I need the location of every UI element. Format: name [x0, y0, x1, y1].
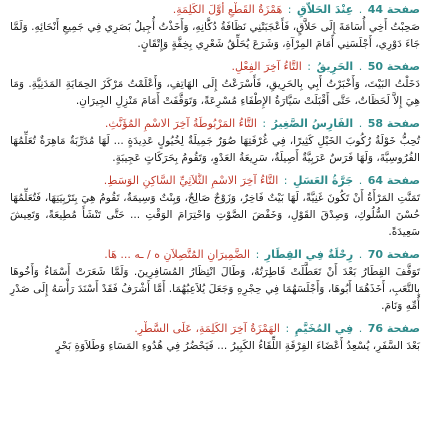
lesson-text: بَعْدَ السَّفَرِ، يُسْعِدُ أَعْضَاءَ الفِرْقَةِ اللِّقَاءُ الكَبِيرُ ... فَيَحْضُرُ فِي هُدُوءِ المَسَاءِ وَطَلاَوَةِ بَحْرٍ [55, 340, 420, 352]
grammar-topic: الهَمْزَةُ آخِرَ الكَلِمَةِ، عَلَى السَّطْرِ. [134, 322, 280, 335]
separator-dot: . [358, 60, 363, 73]
grammar-topic: التَّاءُ المَرْبُوطَةُ آخِرَ الاسْمِ المُؤَنَّثِ. [104, 117, 257, 130]
section-heading [10, 116, 420, 132]
separator-colon: : [287, 3, 292, 16]
separator-dot: . [358, 117, 363, 130]
page-reference: صفحة 44 [367, 3, 420, 16]
page-reference: صفحة 58 [367, 117, 420, 130]
lesson-title: عِنْدَ الحَلاَّقِ [297, 3, 354, 16]
page-reference: صفحة 50 [367, 60, 420, 73]
lesson-title: الحَرِيقُ [316, 60, 354, 73]
separator-dot: . [358, 174, 363, 187]
page-reference: صفحة 70 [367, 248, 420, 261]
lesson-title: جَرَّةُ العَسَلِ [292, 174, 354, 187]
section-heading [10, 173, 420, 189]
lesson-text: تُحِبُّ خَوْلَةُ رُكُوبَ الخَيْلِ كَثِيرًا، فِي غُرْفَتِهَا صُوَرٌ جَمِيلَةٌ لِخُيُولٍ عَدِيدَةٍ ... لَهَا مُدَرِّبَةٌ مَاهِرَةٌ تُعَلِّمُهَا الفُرُوسِيَّةَ، وَلَهَا فَرَسٌ عَرَبِيَّةٌ أَصِيلَةٌ، سَرِيعَةُ العَدْوِ، وَتَقُومُ بِحَرَكَاتٍ عَجِيبَةٍ. [10, 135, 420, 164]
separator-dot: . [358, 322, 363, 335]
section-barber [10, 2, 420, 53]
section-fire [10, 59, 420, 110]
separator-colon: : [262, 117, 267, 130]
separator-dot: . [358, 3, 363, 16]
section-heading [10, 321, 420, 337]
separator-dot: . [358, 248, 363, 261]
section-train-trip [10, 247, 420, 315]
lesson-title: رِحْلَةٌ فِي القِطَارِ [264, 248, 354, 261]
section-heading [10, 59, 420, 75]
grammar-topic: التَّاءُ آخِرَ الاسْمِ الثُّلاَثِيِّ السَّاكِنِ الوَسَطِ. [103, 174, 279, 187]
lesson-title: فِي المُخَيَّمِ [294, 322, 354, 335]
lesson-title: الفَارِسُ الصَّغِيرُ [271, 117, 354, 130]
section-camp [10, 321, 420, 355]
lesson-text: تَوَقَّفَ القِطَارُ بَعْدَ أَنْ تَعَطَّلَتْ قَاطِرَتُهُ، وَطَالَ انْتِظَارُ المُسَافِرِينَ. وَلَمَّا شَعَرَتْ أَسْمَاءُ وَأَخُوهَا بِالتَّعَبِ، أَخَذَهُمَا أَبُوهَا، وَأَجْلَسَهُمَا فِي حِجْرِهِ وَجَعَلَ يُلاَعِبُهُمَا. أَمَّا أَشْرَفُ فَقَدْ أَسْنَدَ رَأْسَهُ إِلَى صَدْرِ أُمِّهِ وَنَامَ. [10, 266, 420, 312]
separator-colon: : [307, 60, 311, 73]
section-little-knight [10, 116, 420, 167]
separator-colon: : [283, 174, 288, 187]
grammar-topic: الضَّمِيرَانِ المُتَّصِلاَنِ ه / ـه ... هَا. [104, 248, 251, 261]
lesson-text: دَخَلْتُ البَيْتَ، وَأَخْبَرْتُ أَبِي بِالحَرِيقِ، فَأَسْرَعْتُ إِلَى الهَاتِفِ، وَأَعْلَمْتُ مَرْكَزَ الحِمَايَةِ المَدَنِيَّةِ. وَمَا هِيَ إِلاَّ لَحَظَاتٌ، حَتَّى أَقْبَلَتْ سَيَّارَةُ الإِطْفَاءِ مُسْرِعَةً، وَتَوَقَّفَتْ أَمَامَ مَنْزِلِ الجِيرَانِ. [10, 78, 420, 107]
lesson-text: تَمَنَّتِ المَرْأَةُ أَنْ تَكُونَ غَنِيَّةً، لَهَا بَيْتٌ فَاخِرٌ، وَزَوْجٌ صَالِحٌ، وَبِنْتٌ وَسِيمَةٌ، تَقُومُ هِيَ بِتَرْبِيَتِهَا، فَتُعَلِّمُهَا حُسْنَ السُّلُوكِ، وَصِدْقَ القَوْلِ، وَخَفْضَ الصَّوْتِ وَاحْتِرَامَ الوَقْتِ ... حَتَّى تَنْشَأَ مُطِيعَةً، وَتَعِيشَ سَعِيدَةً. [10, 192, 420, 238]
section-heading [10, 2, 420, 18]
page-reference: صفحة 76 [367, 322, 420, 335]
section-heading [10, 247, 420, 263]
page-reference: صفحة 64 [367, 174, 420, 187]
lesson-text: صَحِبْتُ أَخِي أُسَامَةَ إِلَى حَلاَّقٍ، فَأَعْجَبَتْنِي نَظَافَةُ دُكَّانِهِ، وَأَخَذْتُ أُجِيلُ بَصَرِي فِي جَمِيعِ أَنْحَائِهِ. وَلَمَّا جَاءَ دَوْرِي، أَجْلَسَنِي أَمَامَ المِرْآةِ، وَشَرَعَ يُحَلِّقُ شَعْرِي بِخِفَّةٍ وَإِتْقَانٍ. [10, 21, 420, 50]
separator-colon: : [255, 248, 260, 261]
section-honey-jar [10, 173, 420, 241]
grammar-topic: هَمْزَةُ القَطْعِ أَوَّلَ الكَلِمَةِ. [172, 3, 283, 16]
separator-colon: : [285, 322, 290, 335]
grammar-topic: التَّاءُ آخِرَ الفِعْلِ. [231, 60, 302, 73]
